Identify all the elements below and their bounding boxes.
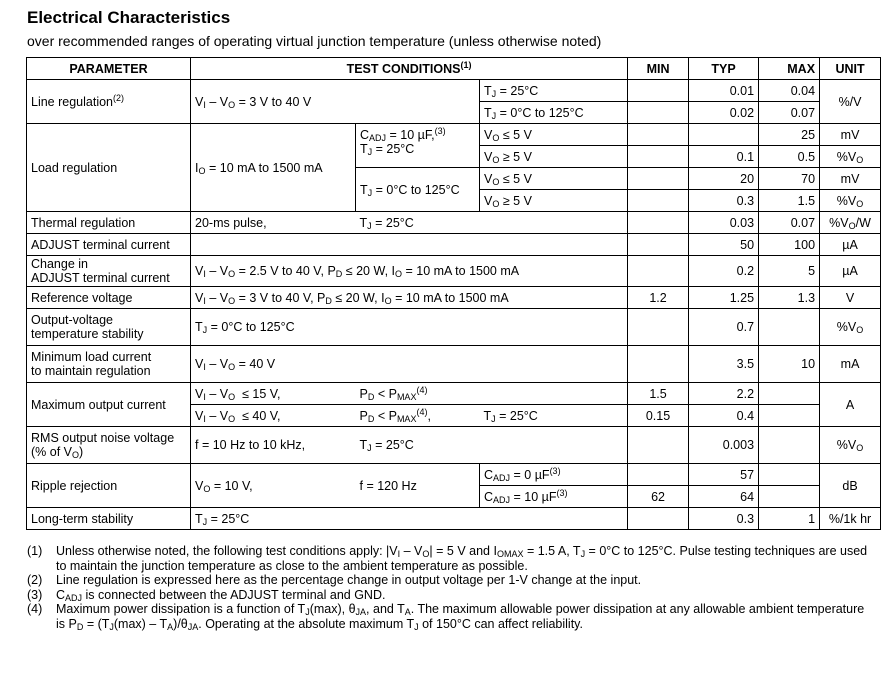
cell-unit: $\%V_O$ [820,427,881,464]
cond-vo-10v: $V_O = 10$ V, [191,464,356,508]
cell-max: 5 [759,256,820,287]
param-load-regulation: Load regulation [27,124,191,212]
cell-min: 1.2 [628,287,689,309]
param-max-output: Maximum output current [27,383,191,427]
cell-unit: mV [820,168,881,190]
table-row-longterm [27,508,881,530]
cell-min: 0.15 [628,405,689,427]
electrical-characteristics-table [26,57,881,530]
table-row-max-output [27,383,881,405]
cell-min [628,234,689,256]
cell-max: 1.3 [759,287,820,309]
cell-unit: $\%V_O$ [820,146,881,168]
param-reference-voltage: Reference voltage [27,287,191,309]
cond-tj-25: $T_J = 25^\circ C$ [480,80,628,102]
cell-typ: 3.5 [689,346,759,383]
table-row-adjust-change [27,256,881,287]
cell-typ: 0.02 [689,102,759,124]
cell-min [628,256,689,287]
cell-unit: A [820,383,881,427]
cell-max: 100 [759,234,820,256]
cell-typ: 2.2 [689,383,759,405]
cell-min [628,464,689,486]
cell-min [628,309,689,346]
cell-min [628,508,689,530]
cell-max [759,427,820,464]
cell-typ: 0.7 [689,309,759,346]
cond-tj-25: $T_J = 25^\circ C$ [356,212,628,234]
cell-max [759,486,820,508]
header-min: MIN [628,58,689,80]
header-test-conditions: TEST CONDITIONS$^{(1)}$ [191,58,628,80]
cell-typ: 0.003 [689,427,759,464]
cond-pd-pmax: $P_D < P_{MAX}^{(4)}$, [356,405,480,427]
table-row-reference-voltage [27,287,881,309]
cell-typ: 0.2 [689,256,759,287]
cell-typ: 50 [689,234,759,256]
cell-min [628,80,689,102]
cond-tj-0-125: $T_J = 0^\circ C$ to 125°C [480,102,628,124]
cond-pulse: 20-ms pulse, [191,212,356,234]
cell-max: 1 [759,508,820,530]
param-rms-noise: RMS output noise voltage (% of $V_O$) [27,427,191,464]
cond-line-regulation: $V_I - V_O = 3$ V to 40 V [191,80,480,124]
cond-adjust-change: $V_I - V_O = 2.5$ V to 40 V, $P_D \le 20$ W, $I_O = 10$ mA to 1500 mA [191,256,628,287]
table-row-line-regulation [27,80,881,102]
param-min-load: Minimum load current to maintain regulation [27,346,191,383]
param-adjust-change: Change in ADJUST terminal current [27,256,191,287]
cell-max: 25 [759,124,820,146]
cond-empty [191,234,628,256]
param-longterm: Long-term stability [27,508,191,530]
cell-max [759,405,820,427]
cell-unit: µA [820,256,881,287]
cond-vo-ge-5v: $V_O \ge 5$ V [480,146,628,168]
cell-typ: 0.4 [689,405,759,427]
footnote-3: (3) $C_{ADJ}$ is connected between the ADJUST terminal and GND. [27,587,386,603]
cond-tj-25: $T_J = 25^\circ C$ [191,508,628,530]
footnotes [27,544,872,631]
header-typ: TYP [689,58,759,80]
cell-unit: V [820,287,881,309]
cell-typ: 0.1 [689,146,759,168]
cell-unit: µA [820,234,881,256]
table-row-vout-stability [27,309,881,346]
param-thermal-regulation: Thermal regulation [27,212,191,234]
cell-typ [689,124,759,146]
cell-typ: 64 [689,486,759,508]
cell-min [628,124,689,146]
cond-tj-0-125: $T_J = 0^\circ C$ to 125°C [191,309,628,346]
cell-unit: $\%V_O$ [820,309,881,346]
cond-cadj-10: $C_{ADJ} = 10$ µF$^{(3)}$ [480,486,628,508]
header-parameter: PARAMETER [27,58,191,80]
footnote-4: (4) Maximum power dissipation is a function of $T_J(\max)$, $\theta_{JA}$, and $T_A$. The maximum allowable power dissipation at any allowable ambient temperature is $P_D = (T_J(\max) - T_A)/\theta_{JA}$. Operating at the absolute maximum $T_J$ of 150°C can affect reliability. [27,602,865,632]
cell-typ: 0.01 [689,80,759,102]
cond-frequency: f = 10 Hz to 10 kHz, [191,427,356,464]
cond-vi-vo-15v: $V_I - V_O \le 15$ V, [191,383,356,405]
cell-min [628,346,689,383]
cell-min [628,146,689,168]
param-ripple: Ripple rejection [27,464,191,508]
section-title: Electrical Characteristics [27,8,231,27]
cond-min-load: $V_I - V_O = 40$ V [191,346,628,383]
cell-typ: 20 [689,168,759,190]
cell-min [628,212,689,234]
cell-min: 1.5 [628,383,689,405]
cell-max: 0.04 [759,80,820,102]
cond-cadj-10uf: $C_{ADJ} = 10$ µF,$^{(3)}$ $T_J = 25^\circ C$ [356,124,480,168]
cell-max: 10 [759,346,820,383]
cell-max: 70 [759,168,820,190]
param-adjust-current: ADJUST terminal current [27,234,191,256]
cell-min: 62 [628,486,689,508]
cell-unit: mV [820,124,881,146]
cond-pd-pmax: $P_D < P_{MAX}^{(4)}$ [356,383,628,405]
footnote-1: (1) Unless otherwise noted, the following test conditions apply: $|V_I - V_O| = 5$ V and $I_{OMAX} = 1.5$ A, $T_J = 0^\circ C$ to 125°C. Pulse testing techniques are used to maintain the junction temperature as close to the ambient temperature as possible. [27,544,868,573]
table-row-rms-noise [27,427,881,464]
table-row-thermal-regulation [27,212,881,234]
cond-reference-voltage: $V_I - V_O = 3$ V to 40 V, $P_D \le 20$ W, $I_O = 10$ mA to 1500 mA [191,287,628,309]
cell-unit: %/V [820,80,881,124]
table-row-min-load [27,346,881,383]
cond-tj-25: $T_J = 25^\circ C$ [480,405,628,427]
table-row-load-regulation [27,124,881,146]
cell-min [628,168,689,190]
cell-max [759,383,820,405]
cond-vo-ge-5v: $V_O \ge 5$ V [480,190,628,212]
footnote-2: (2) Line regulation is expressed here as the percentage change in output voltage per 1-V change at the input. [27,573,642,587]
cell-unit: dB [820,464,881,508]
header-unit: UNIT [820,58,881,80]
cond-tj-25: $T_J = 25^\circ C$ [356,427,628,464]
cell-max [759,464,820,486]
table-row-adjust-current [27,234,881,256]
cell-typ: 0.3 [689,508,759,530]
cell-min [628,190,689,212]
cond-120hz: f = 120 Hz [356,464,480,508]
table-header-row [27,58,881,80]
cell-typ: 1.25 [689,287,759,309]
cell-max [759,309,820,346]
cell-min [628,427,689,464]
cell-max: 0.07 [759,102,820,124]
cell-unit: mA [820,346,881,383]
cell-unit: $\%V_O/W$ [820,212,881,234]
cell-typ: 0.03 [689,212,759,234]
table-row-ripple [27,464,881,486]
section-subtitle: over recommended ranges of operating virtual junction temperature (unless otherwise noted) [27,33,602,49]
cond-vo-le-5v: $V_O \le 5$ V [480,168,628,190]
cell-typ: 57 [689,464,759,486]
cell-max: 0.5 [759,146,820,168]
cell-typ: 0.3 [689,190,759,212]
cell-unit: $\%V_O$ [820,190,881,212]
cell-min [628,102,689,124]
param-vout-stability: Output-voltage temperature stability [27,309,191,346]
cond-vi-vo-40v: $V_I - V_O \le 40$ V, [191,405,356,427]
cond-cadj-0: $C_{ADJ} = 0$ µF$^{(3)}$ [480,464,628,486]
cell-max: 1.5 [759,190,820,212]
cond-vo-le-5v: $V_O \le 5$ V [480,124,628,146]
header-max: MAX [759,58,820,80]
cond-tj-0-125-load: $T_J = 0^\circ C$ to 125°C [356,168,480,212]
param-line-regulation: Line regulation$^{(2)}$ [27,80,191,124]
cell-unit: %/1k hr [820,508,881,530]
cell-max: 0.07 [759,212,820,234]
cond-load-io: $I_O = 10$ mA to 1500 mA [191,124,356,212]
